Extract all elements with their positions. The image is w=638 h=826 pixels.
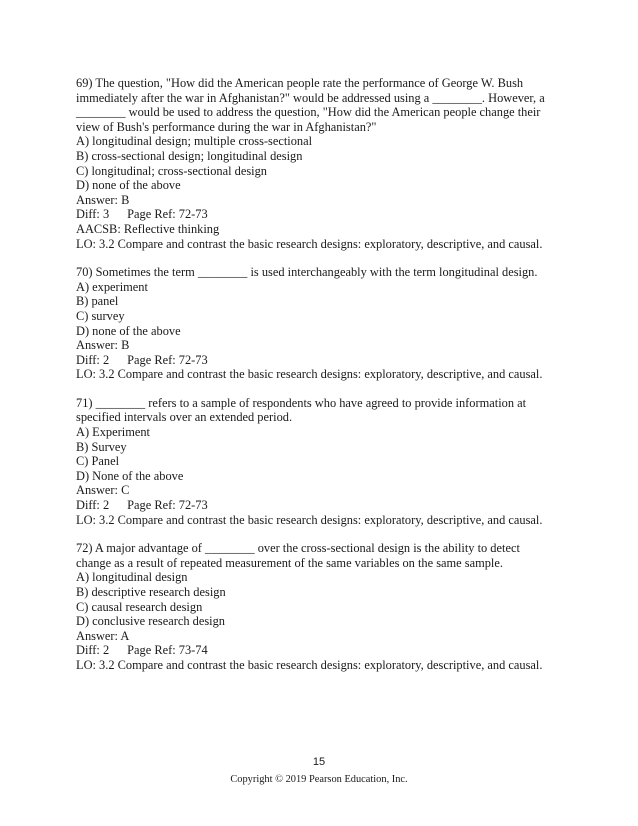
page-reference: Page Ref: 72-73 [127,498,208,513]
difficulty: Diff: 3 [76,207,110,222]
option-c: C) Panel [76,454,120,469]
page-reference: Page Ref: 73-74 [127,643,208,658]
stem-line: ________ would be used to address the question, "How did the American people change their [76,105,541,120]
learning-objective: LO: 3.2 Compare and contrast the basic research designs: exploratory, descriptive, and causal. [76,512,543,527]
question-69 [76,76,566,251]
learning-objective: LO: 3.2 Compare and contrast the basic research designs: exploratory, descriptive, and causal. [76,236,543,251]
option-d: D) none of the above [76,178,181,193]
option-c: C) survey [76,308,125,323]
learning-objective: LO: 3.2 Compare and contrast the basic research designs: exploratory, descriptive, and causal. [76,657,543,672]
difficulty-row [76,207,566,222]
option-a: A) longitudinal design [76,570,188,585]
page-number: 15 [312,756,326,768]
question-stem [76,265,566,280]
stem-line: 70) Sometimes the term ________ is used interchangeably with the term longitudinal design. [76,265,538,280]
option-d: D) None of the above [76,468,184,483]
stem-line: 71) ________ refers to a sample of respondents who have agreed to provide information at [76,395,527,410]
stem-line: 69) The question, "How did the American people rate the performance of George W. Bush [76,76,524,90]
difficulty-row [76,498,566,513]
difficulty-row [76,353,566,368]
question-stem [76,541,566,570]
question-72 [76,541,566,672]
page-reference: Page Ref: 72-73 [127,207,208,222]
aacsb-line: AACSB: Reflective thinking [76,221,220,236]
question-stem [76,396,566,425]
stem-line: specified intervals over an extended period. [76,410,293,425]
option-a: A) longitudinal design; multiple cross-sectional [76,134,313,149]
option-a: A) experiment [76,279,148,294]
question-70 [76,265,566,382]
page-reference: Page Ref: 72-73 [127,352,208,367]
answer-line: Answer: B [76,338,130,353]
option-b: B) panel [76,294,119,309]
option-a: A) Experiment [76,425,150,440]
document-page [76,76,566,687]
option-c: C) longitudinal; cross-sectional design [76,163,267,178]
option-b: B) cross-sectional design; longitudinal design [76,148,303,163]
stem-line: change as a result of repeated measurement of the same variables on the same sample. [76,555,503,570]
option-b: B) descriptive research design [76,585,226,599]
difficulty: Diff: 2 [76,352,110,367]
learning-objective: LO: 3.2 Compare and contrast the basic research designs: exploratory, descriptive, and causal. [76,367,543,382]
stem-line: view of Bush's performance during the war in Afghanistan?" [76,119,377,134]
stem-line: immediately after the war in Afghanistan?" would be addressed using a ________. However, a [76,90,545,105]
option-b: B) Survey [76,439,127,454]
difficulty: Diff: 2 [76,498,110,513]
question-stem [76,76,566,134]
option-d: D) none of the above [76,323,181,338]
answer-line: Answer: A [76,628,130,643]
option-d: D) conclusive research design [76,614,225,629]
copyright-notice: Copyright © 2019 Pearson Education, Inc. [230,774,408,785]
question-71 [76,396,566,527]
answer-line: Answer: B [76,192,130,207]
difficulty: Diff: 2 [76,643,110,658]
stem-line: 72) A major advantage of ________ over the cross-sectional design is the ability to detect [76,541,520,556]
difficulty-row [76,643,566,658]
answer-line: Answer: C [76,483,130,498]
option-c: C) causal research design [76,599,203,614]
